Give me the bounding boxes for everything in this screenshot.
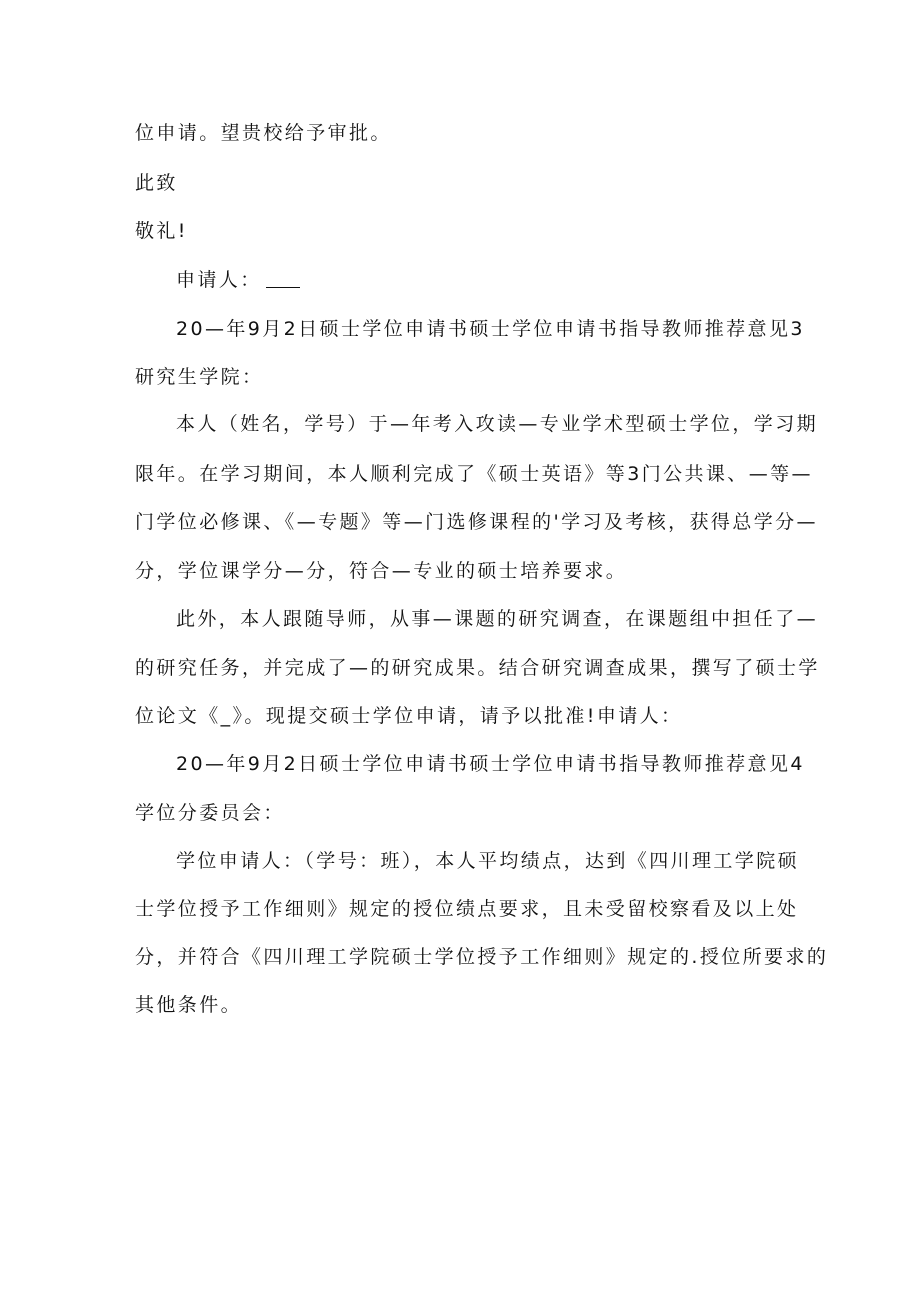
applicant-label: 申请人： — [176, 269, 262, 291]
text-line-date-heading-4: 20—年9月2日硕士学位申请书硕士学位申请书指导教师推荐意见4 — [176, 753, 805, 775]
text-line-body: 分，并符合《四川理工学院硕士学位授予工作细则》规定的.授位所要求的 — [135, 946, 829, 968]
text-line-applicant-signature — [176, 267, 300, 292]
text-line-body: 学位申请人：（学号：班），本人平均绩点，达到《四川理工学院硕 — [176, 850, 800, 872]
text-line-body: 分，学位课学分—分，符合—专业的硕士培养要求。 — [135, 560, 628, 582]
text-line-body: 本人（姓名，学号）于—年考入攻读—专业学术型硕士学位，学习期 — [176, 413, 819, 435]
text-line-salutation: 此致 — [135, 172, 178, 194]
text-line-body: 的研究任务，并完成了—的研究成果。结合研究调查成果，撰写了硕士学 — [135, 657, 820, 679]
text-line-date-heading-3: 20—年9月2日硕士学位申请书硕士学位申请书指导教师推荐意见3 — [176, 318, 805, 340]
text-line-closing-request: 位申请。望贵校给予审批。 — [135, 122, 392, 144]
text-line-regards: 敬礼! — [135, 220, 188, 242]
text-line-body: 士学位授予工作细则》规定的授位绩点要求，且未受留校察看及以上处 — [135, 898, 799, 920]
text-line-body: 限年。在学习期间，本人顺利完成了《硕士英语》等3门公共课、—等— — [135, 463, 813, 485]
applicant-blank — [266, 267, 300, 288]
text-line-body: 其他条件。 — [135, 994, 243, 1016]
text-line-body: 位论文《_》。现提交硕士学位申请，请予以批准!申请人： — [135, 705, 683, 727]
text-line-body: 此外，本人跟随导师，从事—课题的研究调查，在课题组中担任了— — [176, 608, 819, 630]
text-line-addressee-graduate-school: 研究生学院： — [135, 366, 264, 388]
text-line-body: 门学位必修课、《—专题》等—门选修课程的'学习及考核，获得总学分— — [135, 511, 818, 533]
text-line-addressee-committee: 学位分委员会： — [135, 802, 285, 824]
